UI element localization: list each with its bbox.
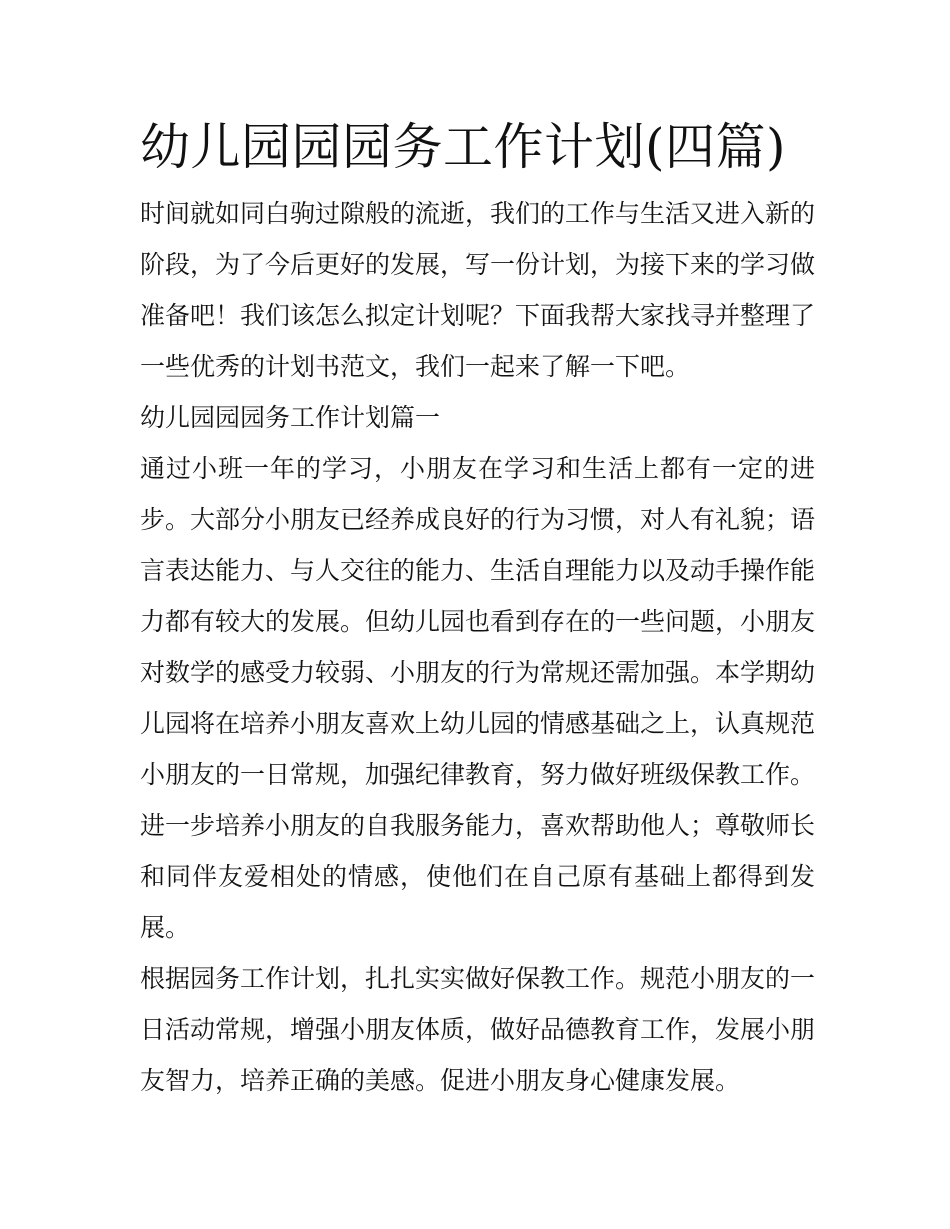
document-title: 幼儿园园园务工作计划(四篇): [140, 118, 787, 176]
document-body: [140, 188, 815, 1106]
intro-paragraph: 时间就如同白驹过隙般的流逝，我们的工作与生活又进入新的阶段，为了今后更好的发展，写一份计划，为接下来的学习做准备吧！我们该怎么拟定计划呢？下面我帮大家找寻并整理了一些优秀的计划书范文，我们一起来了解一下吧。: [140, 199, 816, 381]
section-heading: 幼儿园园园务工作计划篇一: [140, 403, 441, 432]
body-paragraph-2: 根据园务工作计划，扎扎实实做好保教工作。规范小朋友的一日活动常规，增强小朋友体质，做好品德教育工作，发展小朋友智力，培养正确的美感。促进小朋友身心健康发展。: [140, 964, 816, 1095]
body-paragraph-1: 通过小班一年的学习，小朋友在学习和生活上都有一定的进步。大部分小朋友已经养成良好的行为习惯，对人有礼貌；语言表达能力、与人交往的能力、生活自理能力以及动手操作能力都有较大的发展。但幼儿园也看到存在的一些问题，小朋友对数学的感受力较弱、小朋友的行为常规还需加强。本学期幼儿园将在培养小朋友喜欢上幼儿园的情感基础之上，认真规范小朋友的一日常规，加强纪律教育，努力做好班级保教工作。进一步培养小朋友的自我服务能力，喜欢帮助他人；尊敬师长和同伴友爱相处的情感，使他们在自己原有基础上都得到发展。: [140, 454, 816, 942]
document-page: [140, 112, 815, 1106]
